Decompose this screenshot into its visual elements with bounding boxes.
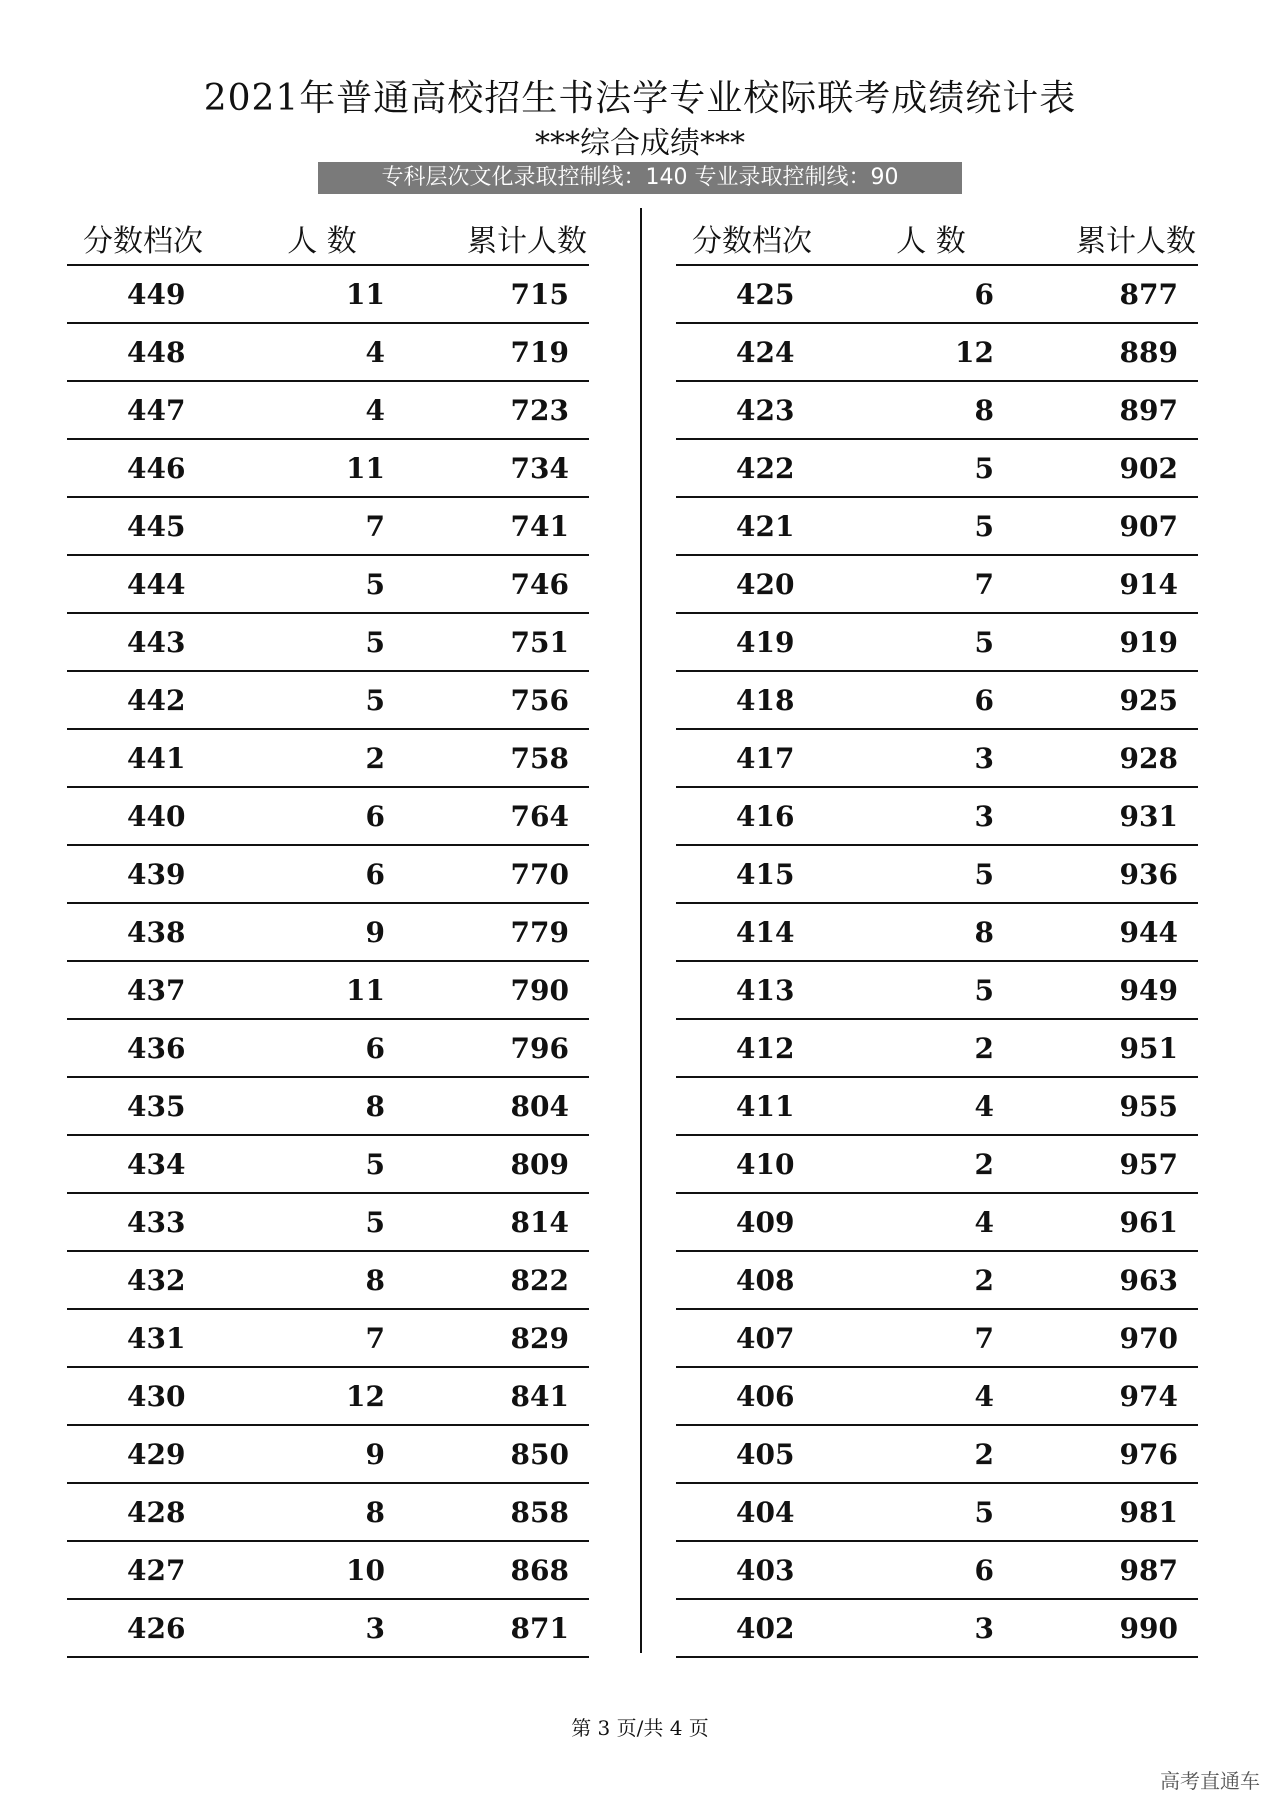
table-row	[676, 556, 1198, 614]
table-row	[67, 788, 589, 846]
cumulative-cell: 957	[1119, 1147, 1178, 1181]
table-row	[676, 1020, 1198, 1078]
cumulative-cell: 804	[510, 1089, 569, 1123]
cumulative-cell: 974	[1119, 1379, 1178, 1413]
header-score: 分数档次	[692, 224, 812, 259]
cumulative-cell: 719	[510, 335, 569, 369]
table-row	[67, 266, 589, 324]
count-cell: 11	[346, 973, 385, 1007]
table-row	[67, 1542, 589, 1600]
table-row	[676, 1252, 1198, 1310]
score-cell: 439	[127, 857, 186, 891]
table-row	[67, 1078, 589, 1136]
page-footer: 第 3 页/共 4 页	[571, 1716, 709, 1740]
score-cell: 418	[736, 683, 795, 717]
table-header	[676, 212, 1198, 266]
cumulative-cell: 949	[1119, 973, 1178, 1007]
cumulative-cell: 914	[1119, 567, 1178, 601]
count-cell: 9	[365, 915, 385, 949]
score-cell: 409	[736, 1205, 795, 1239]
cumulative-cell: 758	[510, 741, 569, 775]
score-cell: 436	[127, 1031, 186, 1065]
header-score: 分数档次	[83, 224, 203, 259]
cumulative-cell: 770	[510, 857, 569, 891]
score-cell: 427	[127, 1553, 186, 1587]
count-cell: 3	[974, 1611, 994, 1645]
table-row	[676, 846, 1198, 904]
count-cell: 2	[365, 741, 385, 775]
count-cell: 7	[974, 1321, 994, 1355]
cumulative-cell: 902	[1119, 451, 1178, 485]
score-cell: 437	[127, 973, 186, 1007]
score-cell: 402	[736, 1611, 795, 1645]
table-row	[676, 1310, 1198, 1368]
score-cell: 448	[127, 335, 186, 369]
cumulative-cell: 987	[1119, 1553, 1178, 1587]
count-cell: 7	[365, 1321, 385, 1355]
table-row	[67, 1600, 589, 1658]
cumulative-cell: 756	[510, 683, 569, 717]
score-cell: 417	[736, 741, 795, 775]
header-cumulative: 累计人数	[467, 224, 587, 259]
table-row	[67, 730, 589, 788]
score-cell: 430	[127, 1379, 186, 1413]
table-row	[676, 904, 1198, 962]
count-cell: 8	[974, 393, 994, 427]
score-cell: 423	[736, 393, 795, 427]
table-row	[676, 324, 1198, 382]
count-cell: 3	[974, 799, 994, 833]
count-cell: 11	[346, 451, 385, 485]
score-cell: 443	[127, 625, 186, 659]
count-cell: 2	[974, 1263, 994, 1297]
cumulative-cell: 963	[1119, 1263, 1178, 1297]
score-cell: 426	[127, 1611, 186, 1645]
count-cell: 3	[974, 741, 994, 775]
cumulative-cell: 976	[1119, 1437, 1178, 1471]
score-cell: 406	[736, 1379, 795, 1413]
count-cell: 5	[365, 567, 385, 601]
count-cell: 6	[365, 1031, 385, 1065]
cumulative-cell: 809	[510, 1147, 569, 1181]
score-cell: 410	[736, 1147, 795, 1181]
count-cell: 10	[346, 1553, 385, 1587]
count-cell: 5	[365, 1205, 385, 1239]
score-cell: 431	[127, 1321, 186, 1355]
count-cell: 6	[974, 1553, 994, 1587]
score-cell: 433	[127, 1205, 186, 1239]
table-row	[67, 846, 589, 904]
count-cell: 5	[974, 625, 994, 659]
score-cell: 420	[736, 567, 795, 601]
cumulative-cell: 868	[510, 1553, 569, 1587]
cumulative-cell: 877	[1119, 277, 1178, 311]
score-cell: 438	[127, 915, 186, 949]
count-cell: 11	[346, 277, 385, 311]
table-row	[676, 1194, 1198, 1252]
count-cell: 4	[365, 335, 385, 369]
score-cell: 447	[127, 393, 186, 427]
header-count: 人 数	[287, 224, 357, 259]
score-cell: 434	[127, 1147, 186, 1181]
count-cell: 4	[974, 1379, 994, 1413]
cumulative-cell: 897	[1119, 393, 1178, 427]
score-cell: 441	[127, 741, 186, 775]
count-cell: 2	[974, 1437, 994, 1471]
table-row	[676, 1368, 1198, 1426]
count-cell: 12	[346, 1379, 385, 1413]
table-row	[67, 962, 589, 1020]
score-cell: 422	[736, 451, 795, 485]
count-cell: 5	[365, 625, 385, 659]
count-cell: 2	[974, 1031, 994, 1065]
cumulative-cell: 970	[1119, 1321, 1178, 1355]
count-cell: 7	[365, 509, 385, 543]
cumulative-cell: 944	[1119, 915, 1178, 949]
count-cell: 8	[365, 1263, 385, 1297]
count-cell: 6	[365, 857, 385, 891]
table-row	[676, 1484, 1198, 1542]
cumulative-cell: 981	[1119, 1495, 1178, 1529]
table-row	[67, 1194, 589, 1252]
cumulative-cell: 928	[1119, 741, 1178, 775]
cumulative-cell: 871	[510, 1611, 569, 1645]
cumulative-cell: 751	[510, 625, 569, 659]
cumulative-cell: 746	[510, 567, 569, 601]
page-title: 2021年普通高校招生书法学专业校际联考成绩统计表	[203, 78, 1077, 119]
table-row	[67, 1252, 589, 1310]
score-cell: 408	[736, 1263, 795, 1297]
score-cell: 424	[736, 335, 795, 369]
cumulative-cell: 925	[1119, 683, 1178, 717]
count-cell: 5	[974, 509, 994, 543]
cumulative-cell: 814	[510, 1205, 569, 1239]
cumulative-cell: 889	[1119, 335, 1178, 369]
table-header	[67, 212, 589, 266]
cumulative-cell: 790	[510, 973, 569, 1007]
column-divider	[640, 208, 642, 1653]
table-row	[676, 1078, 1198, 1136]
cumulative-cell: 961	[1119, 1205, 1178, 1239]
cumulative-cell: 723	[510, 393, 569, 427]
score-cell: 404	[736, 1495, 795, 1529]
count-cell: 5	[974, 857, 994, 891]
score-cell: 411	[736, 1089, 795, 1123]
score-cell: 442	[127, 683, 186, 717]
table-row	[676, 962, 1198, 1020]
table-row	[67, 556, 589, 614]
count-cell: 6	[365, 799, 385, 833]
source-watermark: 高考直通车	[1160, 1769, 1260, 1793]
score-cell: 449	[127, 277, 186, 311]
table-row	[676, 614, 1198, 672]
score-cell: 405	[736, 1437, 795, 1471]
count-cell: 8	[365, 1495, 385, 1529]
table-row	[676, 440, 1198, 498]
table-row	[67, 614, 589, 672]
table-row	[676, 1600, 1198, 1658]
score-cell: 415	[736, 857, 795, 891]
cumulative-cell: 907	[1119, 509, 1178, 543]
score-cell: 432	[127, 1263, 186, 1297]
header-cumulative: 累计人数	[1076, 224, 1196, 259]
cumulative-cell: 715	[510, 277, 569, 311]
cumulative-cell: 858	[510, 1495, 569, 1529]
count-cell: 8	[974, 915, 994, 949]
table-row	[67, 324, 589, 382]
score-cell: 419	[736, 625, 795, 659]
count-cell: 9	[365, 1437, 385, 1471]
score-cell: 412	[736, 1031, 795, 1065]
header-count: 人 数	[896, 224, 966, 259]
count-cell: 7	[974, 567, 994, 601]
cumulative-cell: 990	[1119, 1611, 1178, 1645]
table-body-left	[67, 266, 589, 1658]
cumulative-cell: 741	[510, 509, 569, 543]
table-row	[676, 1426, 1198, 1484]
cumulative-cell: 936	[1119, 857, 1178, 891]
count-cell: 12	[955, 335, 994, 369]
score-cell: 403	[736, 1553, 795, 1587]
score-table-left	[67, 212, 589, 1658]
cumulative-cell: 931	[1119, 799, 1178, 833]
table-row	[67, 904, 589, 962]
count-cell: 2	[974, 1147, 994, 1181]
score-cell: 429	[127, 1437, 186, 1471]
cumulative-cell: 796	[510, 1031, 569, 1065]
count-cell: 6	[974, 277, 994, 311]
count-cell: 4	[974, 1205, 994, 1239]
table-row	[67, 1426, 589, 1484]
control-line-banner: 专科层次文化录取控制线：140 专业录取控制线：90	[318, 162, 962, 194]
cumulative-cell: 919	[1119, 625, 1178, 659]
table-body-right	[676, 266, 1198, 1658]
score-cell: 425	[736, 277, 795, 311]
score-cell: 445	[127, 509, 186, 543]
score-cell: 413	[736, 973, 795, 1007]
table-row	[67, 1020, 589, 1078]
count-cell: 5	[974, 451, 994, 485]
score-cell: 414	[736, 915, 795, 949]
score-cell: 416	[736, 799, 795, 833]
table-row	[676, 382, 1198, 440]
count-cell: 6	[974, 683, 994, 717]
cumulative-cell: 734	[510, 451, 569, 485]
table-row	[676, 1542, 1198, 1600]
table-row	[67, 1484, 589, 1542]
count-cell: 5	[974, 1495, 994, 1529]
cumulative-cell: 822	[510, 1263, 569, 1297]
table-row	[67, 1368, 589, 1426]
cumulative-cell: 850	[510, 1437, 569, 1471]
table-row	[676, 1136, 1198, 1194]
cumulative-cell: 779	[510, 915, 569, 949]
count-cell: 4	[974, 1089, 994, 1123]
table-row	[676, 672, 1198, 730]
score-cell: 440	[127, 799, 186, 833]
count-cell: 4	[365, 393, 385, 427]
score-table-right	[676, 212, 1198, 1658]
score-cell: 421	[736, 509, 795, 543]
score-cell: 446	[127, 451, 186, 485]
table-row	[67, 382, 589, 440]
table-row	[67, 440, 589, 498]
score-cell: 407	[736, 1321, 795, 1355]
cumulative-cell: 955	[1119, 1089, 1178, 1123]
table-row	[676, 266, 1198, 324]
cumulative-cell: 841	[510, 1379, 569, 1413]
score-cell: 435	[127, 1089, 186, 1123]
cumulative-cell: 764	[510, 799, 569, 833]
table-row	[676, 730, 1198, 788]
table-row	[67, 1136, 589, 1194]
count-cell: 5	[365, 683, 385, 717]
count-cell: 8	[365, 1089, 385, 1123]
table-row	[676, 498, 1198, 556]
count-cell: 3	[365, 1611, 385, 1645]
page-subtitle: ***综合成绩***	[535, 126, 745, 161]
table-row	[67, 672, 589, 730]
count-cell: 5	[974, 973, 994, 1007]
cumulative-cell: 951	[1119, 1031, 1178, 1065]
table-row	[676, 788, 1198, 846]
table-row	[67, 1310, 589, 1368]
table-row	[67, 498, 589, 556]
score-cell: 444	[127, 567, 186, 601]
cumulative-cell: 829	[510, 1321, 569, 1355]
count-cell: 5	[365, 1147, 385, 1181]
score-cell: 428	[127, 1495, 186, 1529]
